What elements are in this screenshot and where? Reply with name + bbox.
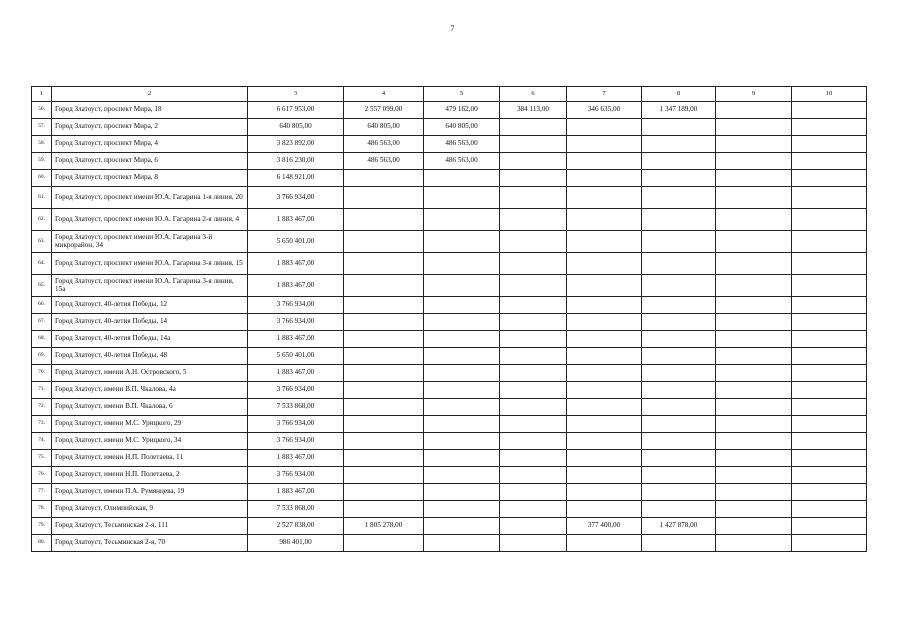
address-cell: Город Златоуст, проспект имени Ю.А. Гагарина 3-й микрорайон, 34	[52, 231, 248, 253]
amount-cell	[344, 484, 424, 501]
amount-cell	[500, 450, 567, 467]
table-row	[32, 297, 867, 314]
table-body	[32, 87, 867, 552]
table-row	[32, 119, 867, 136]
amount-cell	[344, 297, 424, 314]
amount-cell	[567, 382, 642, 399]
amount-cell	[344, 433, 424, 450]
amount-cell	[567, 501, 642, 518]
amount-cell	[792, 450, 867, 467]
amount-cell	[792, 433, 867, 450]
amount-cell	[567, 450, 642, 467]
amount-cell	[642, 484, 716, 501]
table-row	[32, 518, 867, 535]
amount-cell	[642, 450, 716, 467]
amount-cell	[424, 450, 500, 467]
amount-cell	[792, 365, 867, 382]
row-number: 80.	[32, 535, 52, 552]
amount-cell: 3 766 934,00	[248, 314, 344, 331]
amount-cell: 3 766 934,00	[248, 297, 344, 314]
amount-cell	[567, 484, 642, 501]
amount-cell	[716, 331, 792, 348]
amount-cell	[642, 209, 716, 231]
amount-cell	[344, 535, 424, 552]
amount-cell	[500, 348, 567, 365]
amount-cell	[716, 153, 792, 170]
amount-cell	[716, 119, 792, 136]
table-row	[32, 275, 867, 297]
amount-cell: 7 533 868,00	[248, 399, 344, 416]
amount-cell	[500, 501, 567, 518]
amount-cell: 2 557 099,00	[344, 102, 424, 119]
amount-cell	[642, 399, 716, 416]
amount-cell	[792, 153, 867, 170]
table-row	[32, 501, 867, 518]
row-number: 60.	[32, 170, 52, 187]
amount-cell	[344, 187, 424, 209]
row-number: 76.	[32, 467, 52, 484]
amount-cell	[500, 331, 567, 348]
amount-cell	[424, 501, 500, 518]
amount-cell	[792, 314, 867, 331]
amount-cell	[424, 314, 500, 331]
amount-cell	[792, 399, 867, 416]
table-row	[32, 484, 867, 501]
row-number: 59.	[32, 153, 52, 170]
amount-cell	[716, 399, 792, 416]
amount-cell: 1 883 467,00	[248, 209, 344, 231]
amount-cell	[424, 187, 500, 209]
column-number: 7	[567, 87, 642, 102]
amount-cell	[567, 433, 642, 450]
amount-cell	[642, 187, 716, 209]
amount-cell	[424, 535, 500, 552]
table-row	[32, 365, 867, 382]
address-cell: Город Златоуст, проспект имени Ю.А. Гагарина 3-я линия, 15	[52, 253, 248, 275]
amount-cell	[424, 484, 500, 501]
amount-cell: 1 805 278,00	[344, 518, 424, 535]
amount-cell	[716, 275, 792, 297]
table-row	[32, 253, 867, 275]
address-cell: Город Златоуст, 40-летия Победы, 14а	[52, 331, 248, 348]
amount-cell	[567, 231, 642, 253]
amount-cell	[716, 253, 792, 275]
row-number: 75.	[32, 450, 52, 467]
amount-cell	[792, 518, 867, 535]
amount-cell	[424, 231, 500, 253]
row-number: 69.	[32, 348, 52, 365]
amount-cell	[567, 153, 642, 170]
amount-cell: 640 805,00	[424, 119, 500, 136]
column-number: 5	[424, 87, 500, 102]
amount-cell	[792, 331, 867, 348]
column-number: 3	[248, 87, 344, 102]
table-row	[32, 399, 867, 416]
address-cell: Город Златоуст, имени М.С. Урицкого, 29	[52, 416, 248, 433]
amount-cell: 1 883 467,00	[248, 484, 344, 501]
amount-cell	[716, 382, 792, 399]
table-row	[32, 535, 867, 552]
amount-cell	[792, 253, 867, 275]
amount-cell	[424, 209, 500, 231]
amount-cell: 1 883 467,00	[248, 275, 344, 297]
amount-cell	[567, 297, 642, 314]
column-number: 8	[642, 87, 716, 102]
amount-cell	[500, 297, 567, 314]
amount-cell	[424, 416, 500, 433]
page-number: 7	[450, 24, 455, 33]
table-row	[32, 416, 867, 433]
row-number: 66.	[32, 297, 52, 314]
amount-cell: 486 563,00	[344, 153, 424, 170]
amount-cell: 486 563,00	[424, 136, 500, 153]
address-cell: Город Златоуст, имени Н.П. Полетаева, 11	[52, 450, 248, 467]
amount-cell	[344, 416, 424, 433]
address-cell: Город Златоуст, имени М.С. Урицкого, 34	[52, 433, 248, 450]
amount-cell	[344, 275, 424, 297]
amount-cell	[500, 136, 567, 153]
amount-cell	[500, 433, 567, 450]
amount-cell	[344, 501, 424, 518]
amount-cell: 3 766 934,00	[248, 416, 344, 433]
amount-cell	[642, 314, 716, 331]
amount-cell: 5 650 401,00	[248, 348, 344, 365]
amount-cell: 640 805,00	[248, 119, 344, 136]
amount-cell	[716, 416, 792, 433]
funding-table	[31, 86, 867, 552]
amount-cell	[792, 382, 867, 399]
amount-cell	[642, 416, 716, 433]
amount-cell	[500, 119, 567, 136]
amount-cell	[424, 170, 500, 187]
amount-cell	[424, 275, 500, 297]
amount-cell	[500, 382, 567, 399]
table-row	[32, 450, 867, 467]
amount-cell: 346 635,00	[567, 102, 642, 119]
row-number: 63.	[32, 231, 52, 253]
column-number: 2	[52, 87, 248, 102]
amount-cell	[424, 253, 500, 275]
amount-cell	[567, 399, 642, 416]
amount-cell	[716, 187, 792, 209]
address-cell: Город Златоуст, имени Н.П. Полетаева, 2	[52, 467, 248, 484]
amount-cell	[567, 170, 642, 187]
amount-cell	[500, 416, 567, 433]
amount-cell: 3 766 934,00	[248, 382, 344, 399]
row-number: 78.	[32, 501, 52, 518]
amount-cell	[642, 501, 716, 518]
amount-cell	[792, 501, 867, 518]
amount-cell	[567, 331, 642, 348]
amount-cell	[716, 501, 792, 518]
address-cell: Город Златоуст, проспект Мира, 4	[52, 136, 248, 153]
address-cell: Город Златоуст, имени П.А. Румянцева, 19	[52, 484, 248, 501]
row-number: 71.	[32, 382, 52, 399]
amount-cell: 3 816 230,00	[248, 153, 344, 170]
address-cell: Город Златоуст, проспект Мира, 2	[52, 119, 248, 136]
amount-cell	[716, 170, 792, 187]
amount-cell: 486 563,00	[424, 153, 500, 170]
table-row	[32, 153, 867, 170]
amount-cell	[642, 153, 716, 170]
amount-cell	[792, 467, 867, 484]
amount-cell	[344, 467, 424, 484]
amount-cell	[792, 275, 867, 297]
row-number: 77.	[32, 484, 52, 501]
amount-cell	[642, 535, 716, 552]
amount-cell	[642, 253, 716, 275]
amount-cell	[792, 119, 867, 136]
amount-cell: 3 766 934,00	[248, 467, 344, 484]
row-number: 57.	[32, 119, 52, 136]
amount-cell	[792, 102, 867, 119]
amount-cell	[716, 314, 792, 331]
row-number: 74.	[32, 433, 52, 450]
amount-cell	[500, 187, 567, 209]
row-number: 64.	[32, 253, 52, 275]
amount-cell	[642, 136, 716, 153]
table-row	[32, 170, 867, 187]
column-number: 4	[344, 87, 424, 102]
amount-cell	[500, 231, 567, 253]
address-cell: Город Златоуст, 40-летия Победы, 14	[52, 314, 248, 331]
amount-cell	[642, 348, 716, 365]
row-number: 79.	[32, 518, 52, 535]
table-row	[32, 433, 867, 450]
table-row	[32, 136, 867, 153]
amount-cell	[500, 535, 567, 552]
amount-cell	[344, 365, 424, 382]
amount-cell	[716, 209, 792, 231]
amount-cell	[500, 253, 567, 275]
amount-cell	[792, 136, 867, 153]
amount-cell	[424, 399, 500, 416]
amount-cell	[792, 209, 867, 231]
address-cell: Город Златоуст, проспект имени Ю.А. Гагарина 3-я линия, 15а	[52, 275, 248, 297]
amount-cell	[567, 136, 642, 153]
row-number: 70.	[32, 365, 52, 382]
amount-cell	[792, 484, 867, 501]
amount-cell: 3 823 892,00	[248, 136, 344, 153]
amount-cell	[792, 348, 867, 365]
amount-cell	[344, 450, 424, 467]
amount-cell	[344, 382, 424, 399]
amount-cell	[424, 518, 500, 535]
row-number: 65.	[32, 275, 52, 297]
address-cell: Город Златоуст, проспект имени Ю.А. Гагарина 1-я линия, 20	[52, 187, 248, 209]
row-number: 58.	[32, 136, 52, 153]
amount-cell: 3 766 934,00	[248, 187, 344, 209]
table-row	[32, 348, 867, 365]
amount-cell	[716, 450, 792, 467]
amount-cell	[642, 119, 716, 136]
amount-cell	[792, 187, 867, 209]
amount-cell: 5 650 401,00	[248, 231, 344, 253]
column-number: 9	[716, 87, 792, 102]
table-row	[32, 382, 867, 399]
amount-cell	[567, 275, 642, 297]
amount-cell	[344, 253, 424, 275]
amount-cell	[642, 467, 716, 484]
amount-cell	[500, 484, 567, 501]
amount-cell	[792, 170, 867, 187]
row-number: 68.	[32, 331, 52, 348]
amount-cell	[642, 297, 716, 314]
amount-cell	[500, 170, 567, 187]
amount-cell	[716, 102, 792, 119]
amount-cell	[344, 399, 424, 416]
amount-cell	[567, 119, 642, 136]
amount-cell	[642, 331, 716, 348]
amount-cell	[344, 209, 424, 231]
address-cell: Город Златоуст, имени В.П. Чкалова, 4а	[52, 382, 248, 399]
amount-cell	[716, 365, 792, 382]
amount-cell	[424, 297, 500, 314]
amount-cell	[716, 484, 792, 501]
address-cell: Город Златоуст, Олимпийская, 9	[52, 501, 248, 518]
amount-cell: 1 883 467,00	[248, 450, 344, 467]
amount-cell	[424, 331, 500, 348]
amount-cell	[567, 467, 642, 484]
amount-cell	[716, 467, 792, 484]
amount-cell	[642, 382, 716, 399]
amount-cell	[642, 170, 716, 187]
address-cell: Город Златоуст, имени В.П. Чкалова, 6	[52, 399, 248, 416]
amount-cell	[567, 314, 642, 331]
amount-cell	[567, 416, 642, 433]
amount-cell	[424, 365, 500, 382]
table-row	[32, 314, 867, 331]
amount-cell	[567, 365, 642, 382]
amount-cell	[716, 535, 792, 552]
amount-cell	[716, 136, 792, 153]
amount-cell	[500, 209, 567, 231]
address-cell: Город Златоуст, проспект Мира, 8	[52, 170, 248, 187]
amount-cell	[642, 365, 716, 382]
amount-cell	[500, 153, 567, 170]
column-number-row	[32, 87, 867, 102]
amount-cell	[344, 170, 424, 187]
amount-cell	[567, 253, 642, 275]
row-number: 67.	[32, 314, 52, 331]
address-cell: Город Златоуст, имени А.Н. Островского, 5	[52, 365, 248, 382]
amount-cell	[716, 297, 792, 314]
row-number: 72.	[32, 399, 52, 416]
amount-cell	[500, 399, 567, 416]
amount-cell: 986 401,00	[248, 535, 344, 552]
amount-cell	[642, 433, 716, 450]
address-cell: Город Златоуст, Тесьминская 2-я, 70	[52, 535, 248, 552]
amount-cell	[500, 314, 567, 331]
amount-cell	[792, 535, 867, 552]
amount-cell: 384 113,00	[500, 102, 567, 119]
address-cell: Город Златоуст, проспект имени Ю.А. Гагарина 2-я линия, 4	[52, 209, 248, 231]
address-cell: Город Златоуст, Тесьминская 2-я, 111	[52, 518, 248, 535]
amount-cell	[567, 209, 642, 231]
amount-cell: 1 427 878,00	[642, 518, 716, 535]
amount-cell	[500, 275, 567, 297]
amount-cell	[424, 348, 500, 365]
amount-cell	[500, 518, 567, 535]
amount-cell	[424, 433, 500, 450]
address-cell: Город Златоуст, проспект Мира, 6	[52, 153, 248, 170]
row-number: 61.	[32, 187, 52, 209]
table-row	[32, 102, 867, 119]
amount-cell: 486 563,00	[344, 136, 424, 153]
amount-cell	[792, 231, 867, 253]
address-cell: Город Златоуст, 40-летия Победы, 48	[52, 348, 248, 365]
amount-cell	[567, 187, 642, 209]
table-row	[32, 467, 867, 484]
table-row	[32, 187, 867, 209]
amount-cell	[716, 433, 792, 450]
amount-cell	[424, 467, 500, 484]
amount-cell	[500, 467, 567, 484]
amount-cell: 377 400,00	[567, 518, 642, 535]
row-number: 73.	[32, 416, 52, 433]
amount-cell: 1 883 467,00	[248, 365, 344, 382]
column-number: 10	[792, 87, 867, 102]
address-cell: Город Златоуст, 40-летия Победы, 12	[52, 297, 248, 314]
amount-cell	[642, 231, 716, 253]
amount-cell	[716, 518, 792, 535]
amount-cell: 7 533 868,00	[248, 501, 344, 518]
row-number: 56.	[32, 102, 52, 119]
column-number: 6	[500, 87, 567, 102]
amount-cell	[424, 382, 500, 399]
amount-cell	[716, 231, 792, 253]
amount-cell: 1 883 467,00	[248, 253, 344, 275]
table-row	[32, 231, 867, 253]
amount-cell	[344, 331, 424, 348]
amount-cell: 6 617 953,00	[248, 102, 344, 119]
amount-cell	[567, 535, 642, 552]
amount-cell: 2 527 838,00	[248, 518, 344, 535]
amount-cell: 6 148 921,00	[248, 170, 344, 187]
amount-cell	[792, 416, 867, 433]
table-row	[32, 209, 867, 231]
amount-cell	[716, 348, 792, 365]
amount-cell	[792, 297, 867, 314]
amount-cell	[642, 275, 716, 297]
amount-cell	[344, 314, 424, 331]
row-number: 62.	[32, 209, 52, 231]
amount-cell: 479 162,00	[424, 102, 500, 119]
table-row	[32, 331, 867, 348]
amount-cell: 1 883 467,00	[248, 331, 344, 348]
amount-cell	[344, 231, 424, 253]
amount-cell: 640 805,00	[344, 119, 424, 136]
address-cell: Город Златоуст, проспект Мира, 18	[52, 102, 248, 119]
amount-cell: 3 766 934,00	[248, 433, 344, 450]
amount-cell	[567, 348, 642, 365]
amount-cell	[500, 365, 567, 382]
amount-cell: 1 347 189,00	[642, 102, 716, 119]
amount-cell	[344, 348, 424, 365]
column-number: 1	[32, 87, 52, 102]
